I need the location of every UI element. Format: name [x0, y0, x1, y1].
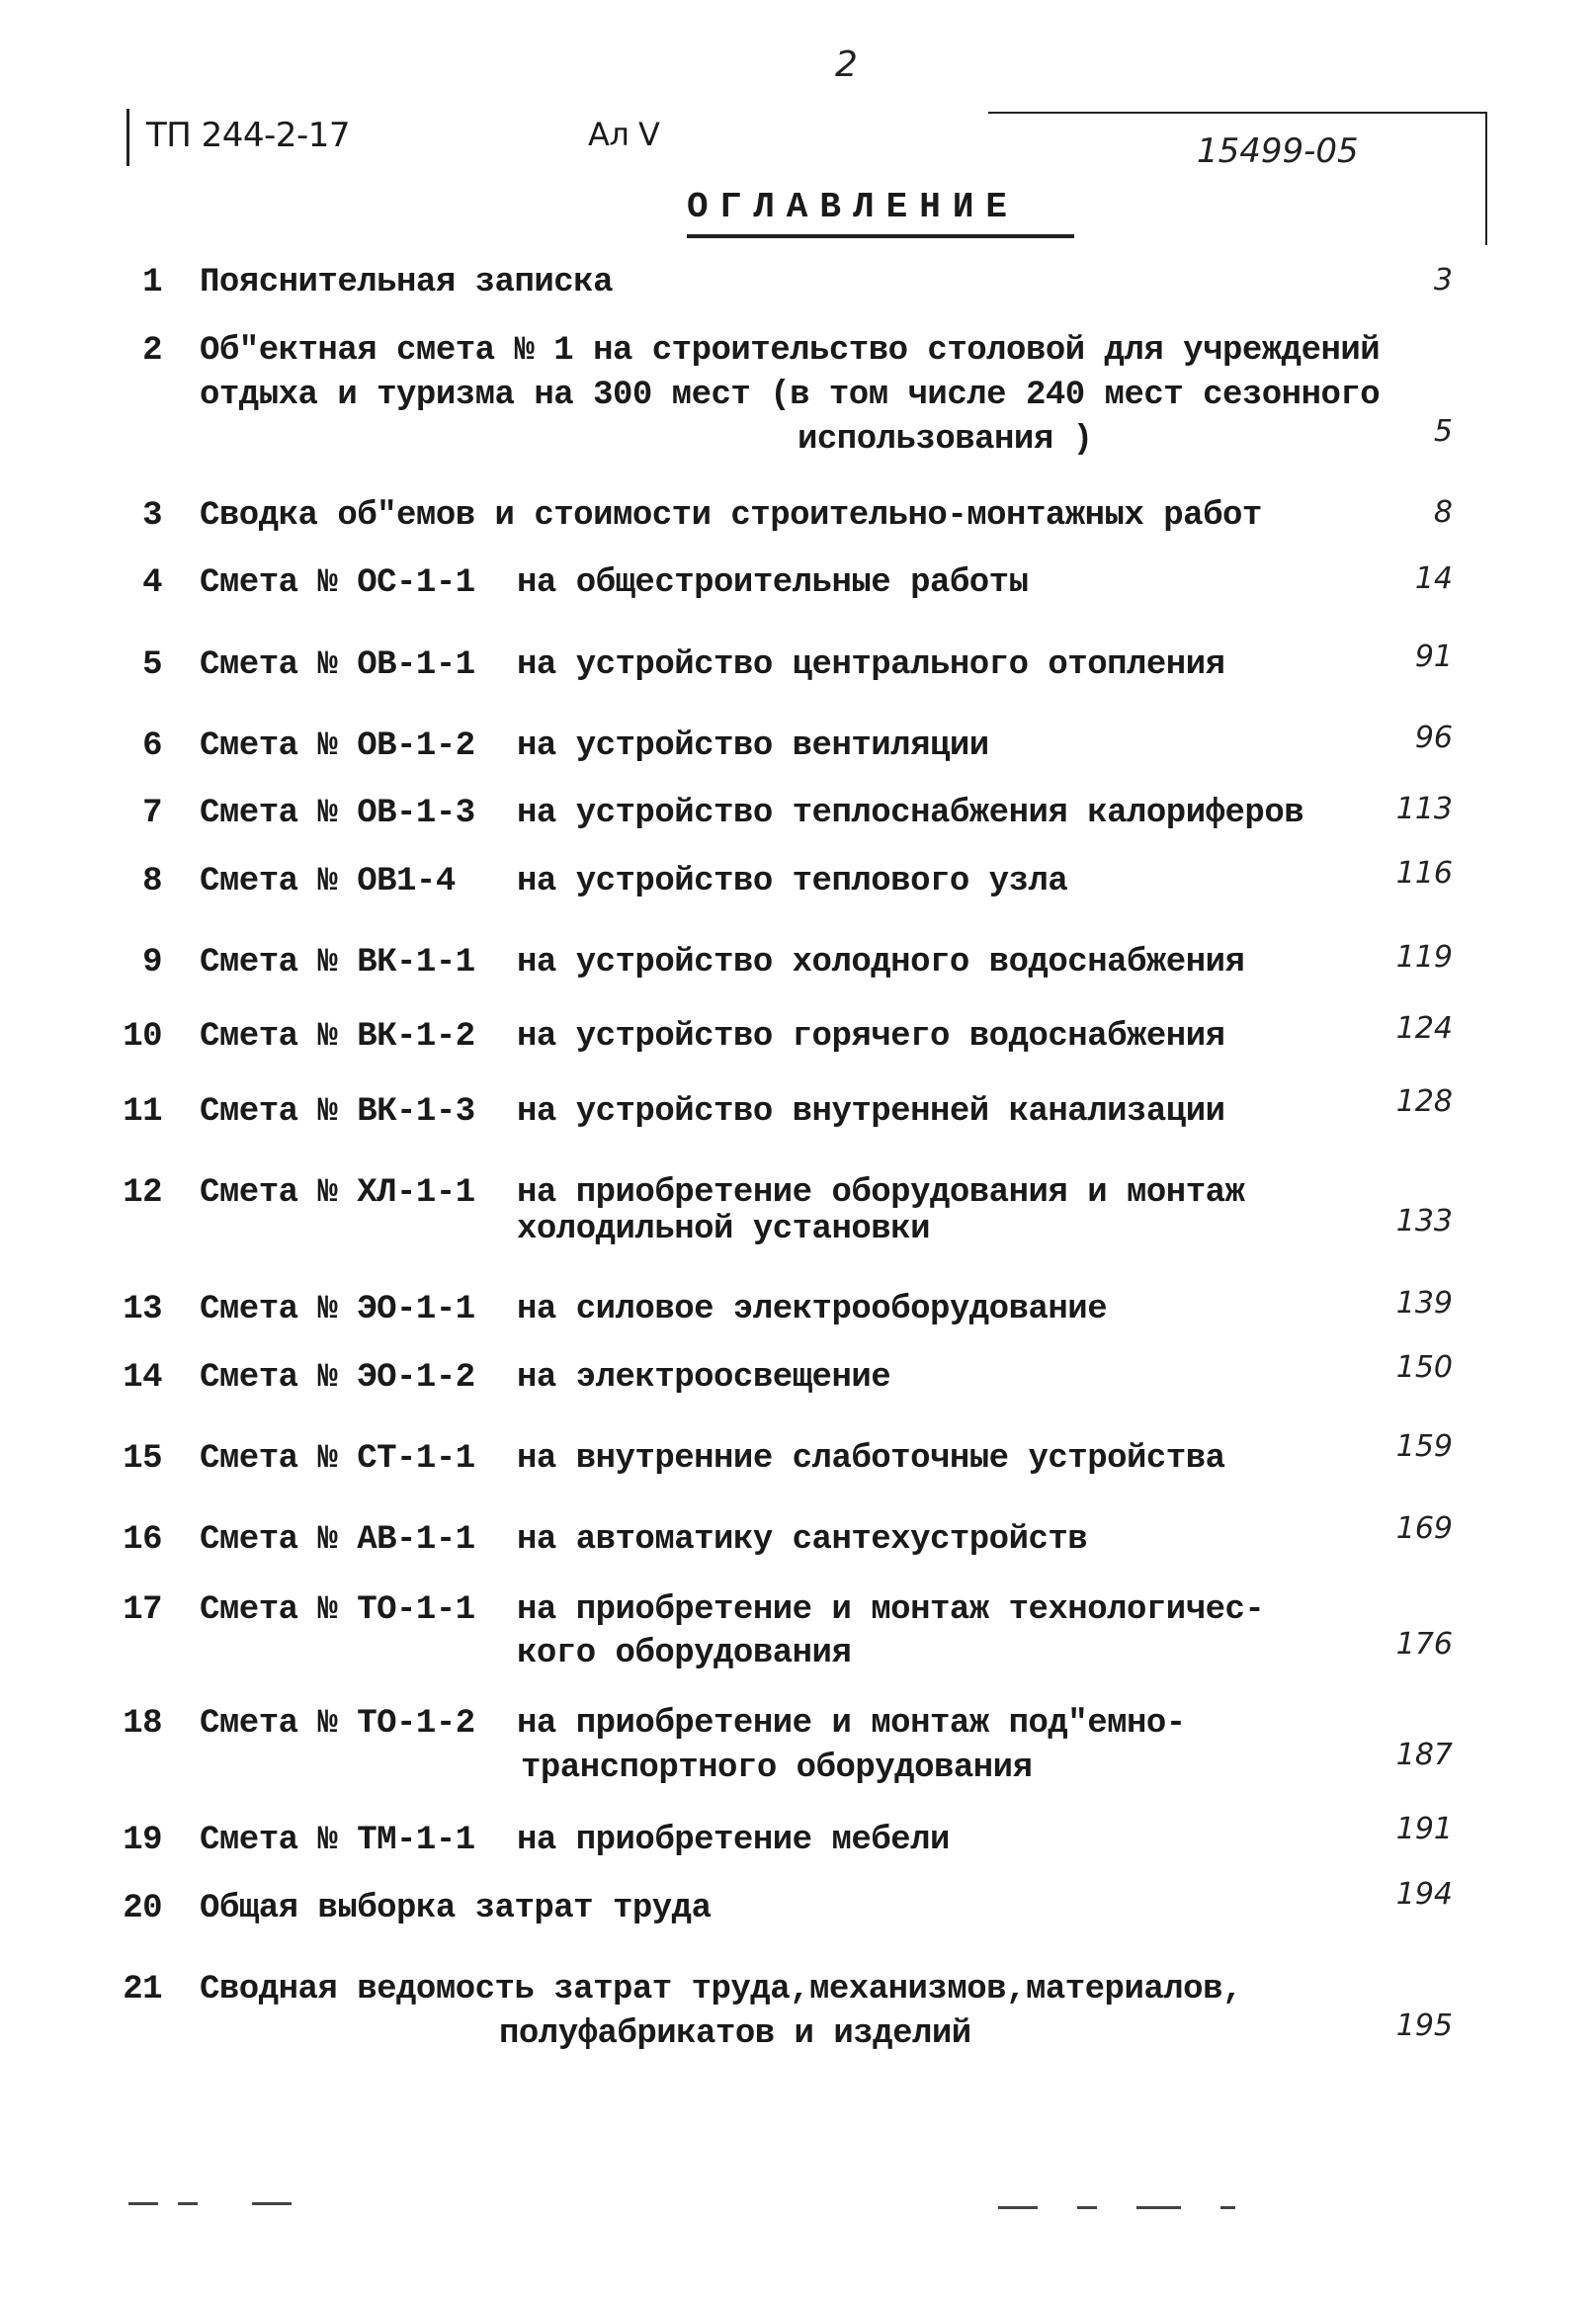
estimate-code: Смета № ТО-1-1 [200, 1591, 475, 1629]
entry-number: 10 [123, 1018, 162, 1056]
bottom-dash [128, 2202, 158, 2205]
entry-number: 7 [142, 795, 162, 832]
entry-title-line: на устройство внутренней канализации [517, 1093, 1225, 1131]
frame-right-line [1485, 112, 1487, 245]
bottom-dash [998, 2206, 1038, 2209]
entry-title-line: Сводная ведомость затрат труда,механизмов,материалов, [200, 1971, 1242, 2008]
entry-number: 9 [142, 944, 162, 982]
page-number: 176 [1395, 1627, 1453, 1662]
entry-title-line: кого оборудования [517, 1635, 852, 1672]
entry-number: 17 [123, 1591, 162, 1629]
page-mark: 2 [835, 44, 858, 85]
entry-number: 19 [123, 1822, 162, 1859]
entry-title-line: холодильной установки [517, 1211, 930, 1248]
entry-number: 21 [123, 1971, 162, 2008]
bottom-dash [1136, 2206, 1181, 2209]
entry-title-line: использования ) [798, 421, 1093, 459]
estimate-code: Смета № ЭО-1-2 [200, 1359, 475, 1397]
page-number: 128 [1395, 1084, 1453, 1119]
entry-number: 1 [142, 264, 162, 301]
page-number: 194 [1395, 1877, 1453, 1912]
estimate-code: Смета № ВК-1-1 [200, 944, 475, 982]
page-number: 3 [1433, 263, 1453, 298]
entry-title-line: полуфабрикатов и изделий [499, 2015, 971, 2053]
entry-title-line: на автоматику сантехустройств [517, 1521, 1088, 1559]
entry-title-line: на приобретение оборудования и монтаж [517, 1174, 1245, 1212]
page-number: 5 [1433, 414, 1453, 449]
entry-number: 3 [142, 497, 162, 535]
entry-number: 6 [142, 727, 162, 765]
entry-number: 13 [123, 1291, 162, 1328]
page-number: 124 [1395, 1011, 1453, 1046]
entry-title-line: на внутренние слаботочные устройства [517, 1440, 1225, 1478]
page-number: 113 [1395, 792, 1453, 826]
entry-number: 18 [123, 1705, 162, 1743]
entry-title-line: Пояснительная записка [200, 264, 613, 301]
estimate-code: Смета № АВ-1-1 [200, 1521, 475, 1559]
entry-number: 20 [123, 1890, 162, 1927]
bottom-dash [252, 2202, 292, 2205]
page-number: 169 [1395, 1511, 1453, 1546]
entry-title-line: на устройство холодного водоснабжения [517, 944, 1245, 982]
entry-number: 15 [123, 1440, 162, 1478]
left-margin-bar [126, 109, 129, 166]
page-number: 150 [1395, 1350, 1453, 1385]
entry-number: 5 [142, 646, 162, 684]
page-number: 191 [1395, 1812, 1453, 1846]
entry-title-line: отдыха и туризма на 300 мест (в том числе 240 мест сезонного [200, 377, 1381, 414]
estimate-code: Смета № ОС-1-1 [200, 564, 475, 602]
frame-top-line [988, 112, 1487, 114]
inventory-number: 15499-05 [1197, 131, 1359, 171]
page-title: ОГЛАВЛЕНИЕ [687, 187, 1020, 227]
page-number: 96 [1414, 721, 1453, 755]
page-number: 195 [1395, 2008, 1453, 2043]
bottom-dash [178, 2202, 198, 2205]
estimate-code: Смета № ОВ-1-2 [200, 727, 475, 765]
estimate-code: Смета № СТ-1-1 [200, 1440, 475, 1478]
entry-title-line: на приобретение и монтаж технологичес- [517, 1591, 1265, 1629]
entry-title-line: на электроосвещение [517, 1359, 891, 1397]
entry-title-line: на устройство центрального отопления [517, 646, 1225, 684]
estimate-code: Смета № ХЛ-1-1 [200, 1174, 475, 1212]
page-number: 91 [1414, 640, 1453, 674]
entry-number: 2 [142, 332, 162, 370]
entry-title-line: Сводка об"емов и стоимости строительно-монтажных работ [200, 497, 1262, 535]
entry-title-line: на устройство теплоснабжения калориферов [517, 795, 1304, 832]
page-number: 14 [1414, 561, 1453, 596]
entry-number: 16 [123, 1521, 162, 1559]
entry-title-line: Общая выборка затрат труда [200, 1890, 712, 1927]
estimate-code: Смета № ОВ-1-1 [200, 646, 475, 684]
entry-title-line: на устройство теплового узла [517, 863, 1068, 900]
page-number: 159 [1395, 1429, 1453, 1464]
estimate-code: Смета № ВК-1-2 [200, 1018, 475, 1056]
entry-title-line: на общестроительные работы [517, 564, 1029, 602]
page-number: 8 [1433, 495, 1453, 530]
project-code: ТП 244-2-17 [146, 116, 350, 155]
bottom-dash [1220, 2206, 1235, 2209]
page-number: 116 [1395, 856, 1453, 891]
entry-number: 4 [142, 564, 162, 602]
estimate-code: Смета № ОВ-1-3 [200, 795, 475, 832]
estimate-code: Смета № ТМ-1-1 [200, 1822, 475, 1859]
entry-title-line: транспортного оборудования [521, 1750, 1033, 1787]
page-number: 133 [1395, 1204, 1453, 1238]
entry-number: 12 [123, 1174, 162, 1212]
album-number: Ал V [588, 116, 660, 153]
bottom-dash [1077, 2206, 1097, 2209]
estimate-code: Смета № ТО-1-2 [200, 1705, 475, 1743]
entry-title-line: на силовое электрооборудование [517, 1291, 1108, 1328]
entry-number: 14 [123, 1359, 162, 1397]
estimate-code: Смета № ЭО-1-1 [200, 1291, 475, 1328]
estimate-code: Смета № ВК-1-3 [200, 1093, 475, 1131]
page-number: 119 [1395, 940, 1453, 975]
entry-number: 8 [142, 863, 162, 900]
title-underline [687, 234, 1074, 238]
page-number: 139 [1395, 1286, 1453, 1321]
entry-title-line: на устройство горячего водоснабжения [517, 1018, 1225, 1056]
page-number: 187 [1395, 1738, 1453, 1772]
entry-title-line: на устройство вентиляции [517, 727, 989, 765]
entry-title-line: на приобретение и монтаж под"емно- [517, 1705, 1186, 1743]
entry-title-line: на приобретение мебели [517, 1822, 950, 1859]
estimate-code: Смета № ОВ1-4 [200, 863, 456, 900]
entry-number: 11 [123, 1093, 162, 1131]
entry-title-line: Об"ектная смета № 1 на строительство столовой для учреждений [200, 332, 1381, 370]
